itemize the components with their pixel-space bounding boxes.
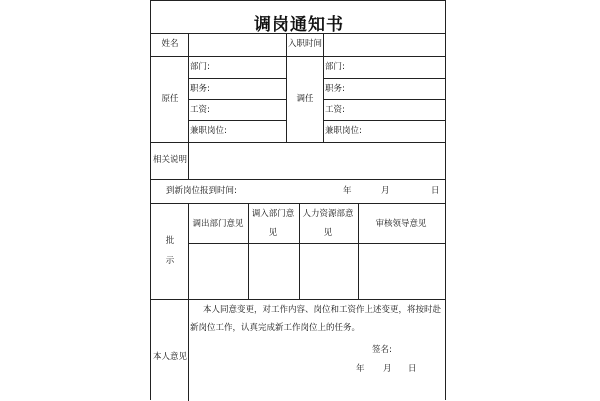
new-concurrent-label: 兼职岗位: [325, 126, 362, 136]
hr-opinion-header-1: 人力资源部意 [302, 209, 354, 219]
col-divider [188, 142, 189, 179]
col-divider [286, 33, 287, 142]
col-divider [188, 299, 189, 401]
row-divider [151, 179, 445, 180]
in-dept-opinion-header-2: 见 [268, 228, 278, 238]
row-divider [323, 120, 445, 121]
name-label: 姓名 [161, 39, 179, 49]
row-divider [323, 78, 445, 79]
row-divider [151, 33, 445, 34]
sign-month-label: 月 [383, 364, 392, 374]
leader-opinion-header: 审核领导意见 [375, 219, 427, 229]
report-month-label: 月 [381, 186, 390, 196]
approval-label-bottom: 示 [165, 256, 175, 266]
report-day-label: 日 [431, 186, 440, 196]
original-concurrent-label: 兼职岗位: [190, 126, 227, 136]
row-divider [151, 299, 445, 300]
col-divider [248, 203, 249, 299]
entry-time-label: 入职时间 [287, 39, 323, 49]
related-notes-label: 相关说明 [152, 155, 188, 165]
form-title: 调岗通知书 [254, 15, 344, 35]
sign-year-label: 年 [356, 364, 365, 374]
row-divider [188, 120, 286, 121]
report-year-label: 年 [343, 186, 352, 196]
new-dept-label: 部门: [325, 62, 345, 72]
col-divider [358, 203, 359, 299]
transfer-position-label: 调任 [296, 94, 314, 104]
signature-label: 签名: [372, 345, 392, 355]
new-job-label: 职务: [325, 84, 345, 94]
original-salary-label: 工资: [190, 105, 210, 115]
row-divider [151, 203, 445, 204]
original-job-label: 职务: [190, 84, 210, 94]
in-dept-opinion-header-1: 调入部门意 [251, 209, 295, 219]
consent-text-line2: 新岗位工作，认真完成新工作岗位上的任务。 [190, 323, 361, 333]
report-time-label: 到新岗位报到时间: [166, 186, 237, 196]
original-dept-label: 部门: [190, 62, 210, 72]
col-divider [299, 203, 300, 299]
sign-day-label: 日 [408, 364, 417, 374]
new-salary-label: 工资: [325, 105, 345, 115]
original-position-label: 原任 [161, 94, 179, 104]
approval-label-top: 批 [165, 236, 175, 246]
row-divider [151, 142, 445, 143]
personal-opinion-label: 本人意见 [152, 352, 188, 362]
transfer-notice-form [150, 0, 446, 400]
col-divider [188, 203, 189, 299]
col-divider [323, 33, 324, 142]
col-divider [188, 33, 189, 142]
row-divider [188, 243, 445, 244]
out-dept-opinion-header: 调出部门意见 [192, 219, 244, 229]
row-divider [188, 78, 286, 79]
row-divider [151, 56, 445, 57]
hr-opinion-header-2: 见 [323, 228, 333, 238]
consent-text-line1: 本人同意变更，对工作内容、岗位和工资作上述变更，将按时赴 [203, 305, 442, 315]
row-divider [188, 99, 286, 100]
row-divider [323, 99, 445, 100]
